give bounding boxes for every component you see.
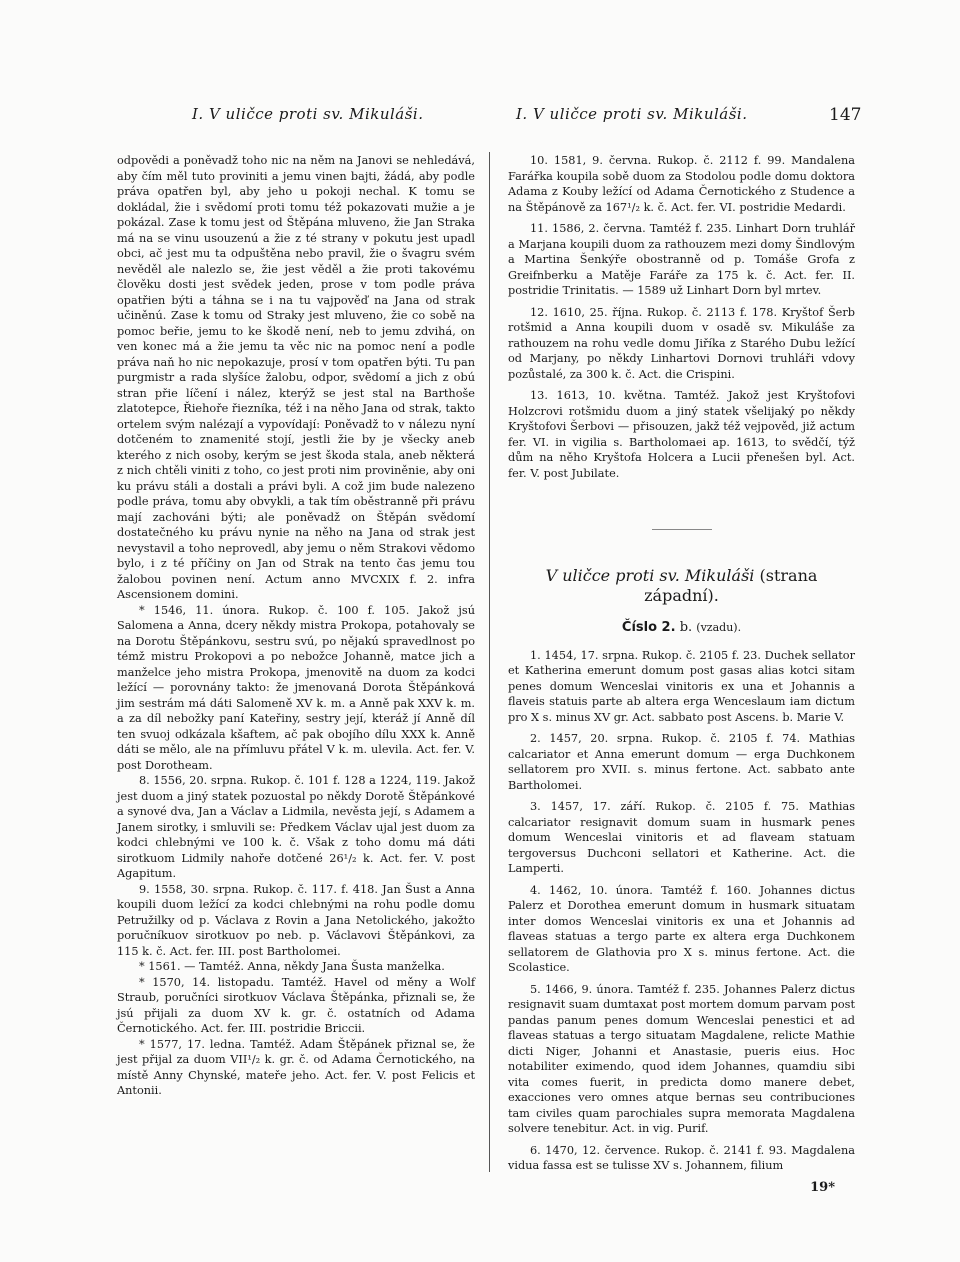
paragraph: 4. 1462, 10. února. Tamtéž f. 160. Johannes dictus Palerz et Dorothea emerunt domum in husmark situatam inter domos Wenceslai vinitoris ex una et Johannis ad flaveas statuas a tergo parte ex altera erga Duchkonem sellatorem de Glathovia pro X s. minus fertone. Act. die Scolastice. bbox=[508, 883, 855, 974]
paragraph: 2. 1457, 20. srpna. Rukop. č. 2105 f. 74. Mathias calcariator et Anna emerunt domum — erga Duchkonem sellatorem pro XVII. s. minus fertone. Act. sabbato ante Bartholomei. bbox=[508, 732, 855, 792]
paragraph: 3. 1457, 17. září. Rukop. č. 2105 f. 75. Mathias calcariator resignavit domum suam in husmark penes domum Wenceslai vinitoris et ad flaveam statuam tergoversus Duchconi sellatori et Katherine. Act. die Lamperti. bbox=[508, 800, 855, 875]
subsection-letter: b. bbox=[679, 620, 693, 635]
paragraph: 10. 1581, 9. června. Rukop. č. 2112 f. 99. Mandalena Farářka koupila sobě duom za Stodolou podle domu doktora Adama z Kouby ležící od Adama Černotického z Studence a na Štěpánově za 167¹/₂ k. č. Act. fer. VI. postridie Medardi. bbox=[508, 154, 855, 214]
paragraph: odpovědi a poněvadž toho nic na něm na Janovi se nehledává, aby čím měl tuto proviniti a jemu vinen bajti, žádá, aby podle práva opatřen byl, aby jeho u pokoji nechal. K tomu se dokládal, žie i svědomí proti tomu též pokazovati mužie a je pokázal. Zase k tomu jest od Štěpána mluveno, žie Jan Straka má na se vinu usouzenú a žie z té strany v pokutu jest upadl obci, ač jest mu ta odpuštěna nebo pravil, žie o švagru svém nevěděl ale nalezlo se, žie jest věděl a žie proti takovému člověku dosti jest svědek jeden, prose v tom podle práva opatřien býti a táhna se i na tu vajpověď na Jana od strak učiněnú. Zase k tomu od Straky jest mluveno, žie co sobě na pomoc beřie, jemu to ke škodě není, neb to jemu zdvihá, on ven konec má a žie jemu ta věc nic na pomoc není a podle práva naň ho nic nepokazuje, prosí v tom opatřen býti. Tu pan purgmistr a rada slyšíce žalobu, odpor, svědomí a jich z obú stran přie líčení i nález, kterýž se jest stal na Barthoše zlatotepce, Řiehoře řiezníka, též i na něho Jana od strak, takto ortelem svým nalézají a vypovídají: Poněvadž to v nálezu nyní dotčeném to znamenité stojí, jestli žie by je všecky aneb kterého z nich osoby, kerým se jest škoda stala, aneb některá z nich chtěli viniti z toho, co jest proti nim proviněnie, aby oni ku právu stáli a dostali a právi byli. A což jim bude nalezeno podle práva, tomu aby obvykli, a tak tím oběstranně při právu mají zachováni býti; ale poněvadž on Štěpán svědomí dostatečného ku právu nynie na něho na Jana od strak jest nevystavil a toho neprovedl, aby jemu o něm Strakovi vědomo bylo, i z té příčiny on Jan od Strak na tento čas jemu tou žalobou povinen není. Actum anno MVCXIX f. 2. infra Ascensionem domini. bbox=[117, 154, 475, 601]
paragraph: * 1577, 17. ledna. Tamtéž. Adam Štěpánek přiznal se, že jest přijal za duom VII¹/₂ k. gr. č. od Adama Černotického, na místě Anny Chynské, mateře jeho. Act. fer. V. post Felicis et Antonii. bbox=[117, 1037, 475, 1097]
paragraph: 11. 1586, 2. června. Tamtéž f. 235. Linhart Dorn truhlář a Marjana koupili duom za rathouzem mezi domy Šindlovým a Martina Šenkýře obostranně od p. Tomáše Grofa z Greifnberku a Matěje Faráře za 175 k. č. Act. fer. II. postridie Trinitatis. — 1589 už Linhart Dorn byl mrtev. bbox=[508, 222, 855, 297]
left-column bbox=[117, 153, 475, 1099]
paragraph: 13. 1613, 10. května. Tamtéž. Jakož jest Kryštofovi Holzcrovi rotšmidu duom a jiný statek všelijaký po někdy Kryštofovi Šerbovi — přisouzen, jakž též vejpověd, již actum fer. VI. in vigilia s. Bartholomaei ap. 1613, to svědčí, týž dům na něho Kryštofa Holcera a Lucii přenešen byl. Act. fer. V. post Jubilate. bbox=[508, 389, 855, 480]
paragraph: * 1570, 14. listopadu. Tamtéž. Havel od měny a Wolf Straub, poručníci sirotkuov Václava Štěpánka, přiznali se, že jsú přijali za duom XV k. gr. č. ostatních od Adama Černotického. Act. fer. III. postridie Briccii. bbox=[117, 975, 475, 1035]
running-title-right: I. V uličce proti sv. Mikuláši. bbox=[516, 105, 748, 123]
right-column bbox=[508, 153, 855, 1195]
paragraph: 1. 1454, 17. srpna. Rukop. č. 2105 f. 23. Duchek sellator et Katherina emerunt domum post gasas alias kotci sitam penes domum Wenceslai vinitoris ex una et Johannis a flaveis statuis parte ab altera erga Wenceslaum iam dictum pro X s. minus XV gr. Act. sabbato post Ascens. b. Marie V. bbox=[508, 648, 855, 724]
subsection-title bbox=[508, 620, 855, 636]
paragraph: * 1561. — Tamtéž. Anna, někdy Jana Šusta manželka. bbox=[139, 960, 445, 973]
paragraph: 8. 1556, 20. srpna. Rukop. č. 101 f. 128 a 1224, 119. Jakož jest duom a jiný statek pozuostal po někdy Dorotě Štěpánkové a synové dva, Jan a Václav a Lidmila, nevěsta její, s Adamem a Janem sirotky, i smluvili se: Předkem Václav ujal jest duom za kodci chlebnými ve 100 k. č. Však z toho domu má dáti sirotkuom Lidmily nahoře dotčené 26¹/₂ k. Act. fer. V. post Agapitum. bbox=[117, 774, 475, 880]
running-header bbox=[0, 95, 960, 125]
subsection-number: Číslo 2. bbox=[621, 620, 676, 635]
running-title-left: I. V uličce proti sv. Mikuláši. bbox=[192, 105, 424, 123]
paragraph: 12. 1610, 25. října. Rukop. č. 2113 f. 178. Kryštof Šerb rotšmid a Anna koupili duom v osadě sv. Mikuláše za rathouzem na rohu vedle domu Jiříka z Starého Dubu ležící od Marjany, po někdy Linhartovi Dornovi truhláři vdovy pozůstalé, za 300 k. č. Act. die Crispini. bbox=[508, 305, 855, 381]
paragraph: 9. 1558, 30. srpna. Rukop. č. 117. f. 418. Jan Šust a Anna koupili duom ležící za kodci chlebnými na rohu podle domu Petružilky od p. Václava z Rovin a Jana Netolického, jakožto poručníkuov sirotkuov po neb. p. Václavovi Štěpánkovi, za 115 k. č. Act. fer. III. post Bartholomei. bbox=[117, 882, 475, 958]
section-separator bbox=[652, 529, 712, 530]
paragraph: 6. 1470, 12. července. Rukop. č. 2141 f. 93. Magdalena vidua fassa est se tulisse XV s. Johannem, filium bbox=[508, 1143, 855, 1172]
section-title-italic: V uličce proti sv. Mikuláši bbox=[545, 566, 755, 585]
column-divider bbox=[489, 152, 490, 1172]
page-number: 147 bbox=[829, 105, 862, 125]
paragraph: * 1546, 11. února. Rukop. č. 100 f. 105. Jakož jsú Salomena a Anna, dcery někdy mistra Prokopa, potahovaly se na Dorotu Štěpánkovu, sestru svú, po nějakú spravedlnost po témž mistru Prokopovi a po nebožce Johanně, matce jich a manželce jeho mistra Prokopa, jmenovitě na duom za kodci ležící — porovnány takto: že jmenovaná Dorota Štěpánková jim sestrám má dáti Salomeně XV k. m. a Anně pak XXV k. m. a za díl nebožky paní Kateřiny, sestry její, kteráž jí Anně díl ten svuoj odkázala kšaftem, ač pak obojího dílu XXX k. Anně dáti se mělo, ale na přímluvu přátel V k. m. ulevila. Act. fer. V. post Dorotheam. bbox=[117, 603, 475, 772]
paragraph: 5. 1466, 9. února. Tamtéž f. 235. Johannes Palerz dictus resignavit suam dumtaxat post mortem domum parvam post pandas panum penes domum Wenceslai penestici et ad flaveas statuas a tergo situatam Magdalene, relicte Mathie dicti Niger, Johanni et Anastasie, pueris eius. Hoc notabiliter eximendo, quod idem Johannes, quamdiu sibi vita comes fuerit, in predicta domo manere debet, exacciones vero omnes atque bernas seu contribuciones tam civiles quam parochiales supra memorata Magdalena solvere tenebitur. Act. in vig. Purif. bbox=[508, 982, 855, 1135]
signature-mark: 19* bbox=[810, 1179, 835, 1195]
section-title bbox=[508, 566, 855, 606]
subsection-note: (vzadu). bbox=[696, 621, 742, 634]
section-title-rest: (strana západní). bbox=[644, 566, 818, 605]
